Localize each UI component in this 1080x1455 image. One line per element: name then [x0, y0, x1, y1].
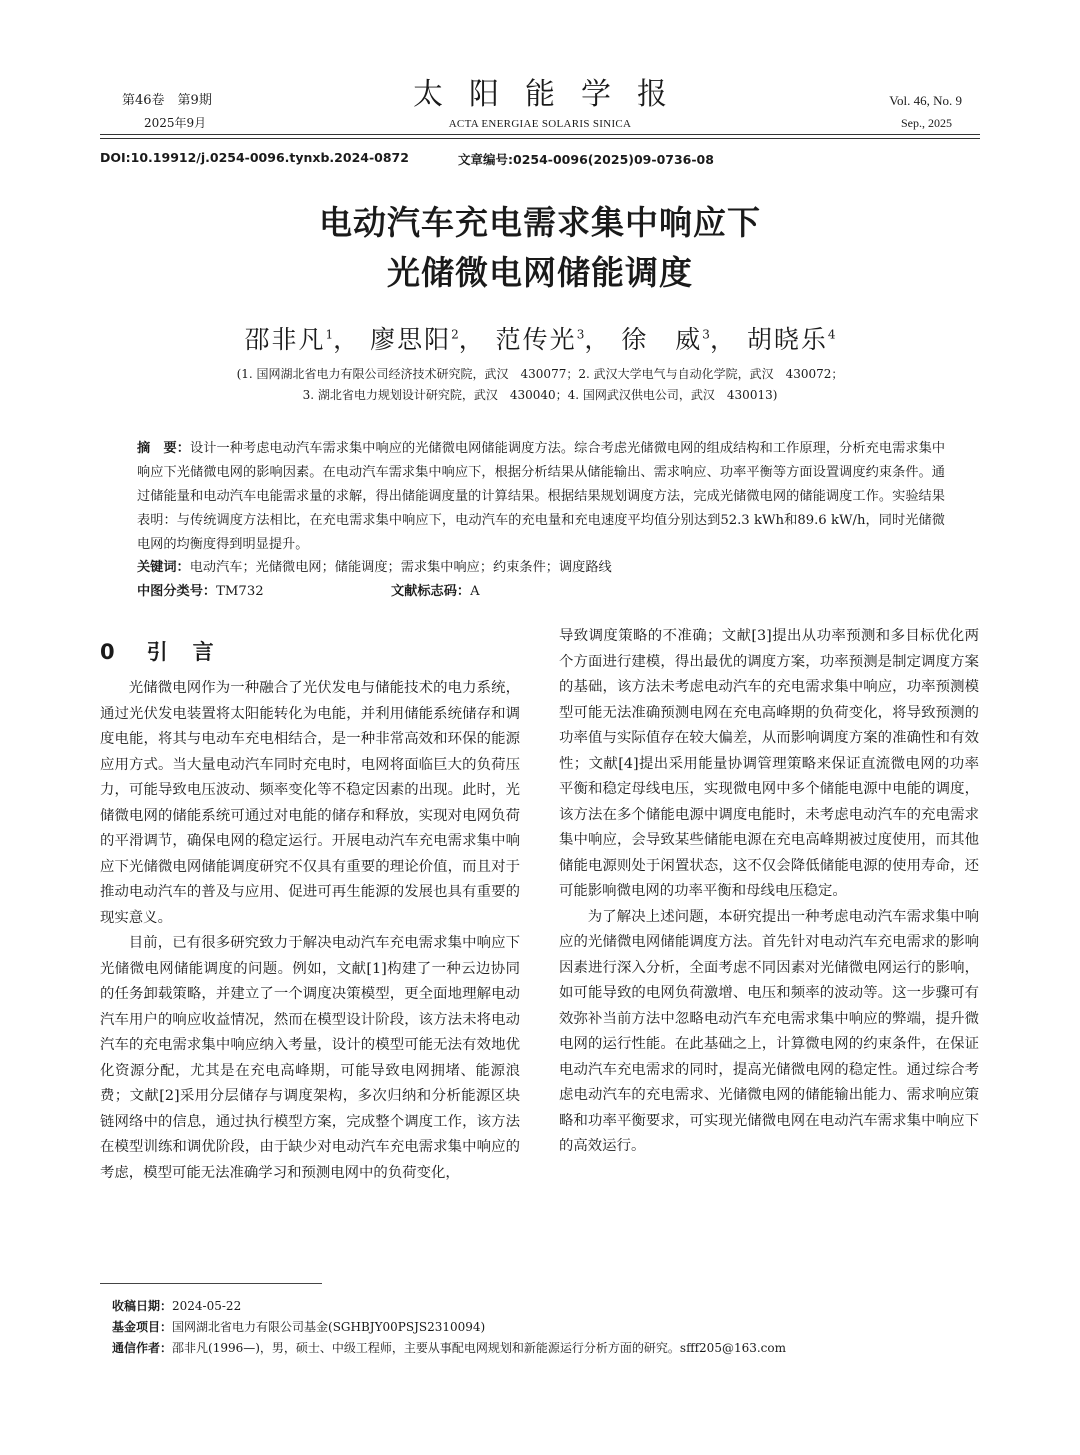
- author: 胡晓乐$^4$: [746, 325, 836, 354]
- body-column-left: [100, 676, 520, 1186]
- abstract-text: 设计一种考虑电动汽车需求集中响应的光储微电网储能调度方法。综合考虑光储微电网的组成结构和工作原理，分析充电需求集中响应下光储微电网的影响因素。在电动汽车需求集中响应下，根据分析结果从储能输出、需求响应、功率平衡等方面设置调度约束条件。通过储能量和电动汽车电能需求量的求解，得出储能调度量的计算结果。根据结果规划调度方法，完成光储微电网的储能调度工作。实验结果表明：与传统调度方法相比，在充电需求集中响应下，电动汽车的充电量和充电速度平均值分别达到52.3 kWh和89.6 kW/h，同时光储微电网的均衡度得到明显提升。: [137, 441, 946, 552]
- keywords-text: 电动汽车；光储微电网；储能调度；需求集中响应；约束条件；调度路线: [189, 560, 612, 575]
- affiliation-line-2: 3. 湖北省电力规划设计研究院，武汉 430040；4. 国网武汉供电公司，武汉 430013): [302, 388, 778, 402]
- keywords: [137, 556, 945, 580]
- affiliation-line-1: (1. 国网湖北省电力有限公司经济技术研究院，武汉 430077；2. 武汉大学电气与自动化学院，武汉 430072；: [236, 367, 844, 381]
- author: 廖思阳$^2$: [370, 325, 459, 354]
- volume-issue-cn: 第46卷 第9期: [122, 93, 212, 108]
- corresponding-author: 通信作者：邵非凡(1996—)，男，硕士、中级工程师，主要从事配电网规划和新能源运行分析方面的研究。sfff205@163.com: [112, 1341, 786, 1355]
- author: 邵非凡$^1$: [244, 325, 334, 354]
- body-column-right: [559, 624, 979, 1160]
- affiliations: [100, 364, 980, 406]
- doi[interactable]: DOI:10.19912/j.0254-0096.tynxb.2024-0872: [100, 150, 409, 165]
- section-heading: [100, 636, 216, 666]
- document-mark-label: 文献标志码：: [391, 584, 471, 599]
- paragraph: 为了解决上述问题，本研究提出一种考虑电动汽车需求集中响应的光储微电网储能调度方法。首先针对电动汽车充电需求的影响因素进行深入分析，全面考虑不同因素对光储微电网运行的影响，如可能导致的电网负荷激增、电压和频率的波动等。这一步骤可有效弥补当前方法中忽略电动汽车充电需求集中响应的弊端，提升微电网的运行性能。在此基础之上，计算微电网的约束条件，在保证电动汽车充电需求的同时，提高光储微电网的稳定性。通过综合考虑电动汽车的充电需求、光储微电网的储能输出能力、需求响应策略和功率平衡要求，可实现光储微电网在电动汽车需求集中响应下的高效运行。: [559, 908, 979, 1154]
- date-cn: 2025年9月: [144, 116, 207, 130]
- title-line-2: 光储微电网储能调度: [387, 253, 693, 292]
- footnote-rule: [100, 1283, 322, 1284]
- document-mark: [391, 580, 480, 604]
- header-rule-thick: [100, 134, 980, 135]
- date-en: Sep., 2025: [901, 116, 952, 130]
- section-number: 0: [100, 640, 117, 664]
- author: 范传光$^3$: [495, 325, 585, 354]
- paragraph: 目前，已有很多研究致力于解决电动汽车充电需求集中响应下光储微电网储能调度的问题。例如，文献[1]构建了一种云边协同的任务卸载策略，并建立了一个调度决策模型，更全面地理解电动汽车用户的响应收益情况，然而在模型设计阶段，该方法未将电动汽车的充电需求集中响应纳入考量，设计的模型可能无法有效地优化资源分配，尤其是在充电高峰期，可能导致电网拥堵、能源浪费；文献[2]采用分层储存与调度架构，多次归纳和分析能源区块链网络中的信息，通过执行模型方案，完成整个调度工作，该方法在模型训练和调优阶段，由于缺少对电动汽车充电需求集中响应的考虑，模型可能无法准确学习和预测电网中的负荷变化，: [100, 935, 520, 1181]
- title-line-1: 电动汽车充电需求集中响应下: [319, 203, 761, 242]
- paragraph: 导致调度策略的不准确；文献[3]提出从功率预测和多目标优化两个方面进行建模，得出最优的调度方案，功率预测是制定调度方案的基础，该方法未考虑电动汽车的充电需求集中响应，功率预测模型可能无法准确预测电网在充电高峰期的负荷变化，将导致预测的功率值与实际值存在较大偏差，从而影响调度方案的准确性和有效性；文献[4]提出采用能量协调管理策略来保证直流微电网的功率平衡和稳定母线电压，实现微电网中多个储能电源中电能的调度，该方法在多个储能电源中调度电能时，未考虑电动汽车的充电需求集中响应，会导致某些储能电源在充电高峰期被过度使用，而其他储能电源则处于闲置状态，这不仅会降低储能电源的使用寿命，还可能影响微电网的功率平衡和母线电压稳定。: [559, 628, 979, 899]
- paragraph: 光储微电网作为一种融合了光伏发电与储能技术的电力系统，通过光伏发电装置将太阳能转化为电能，并利用储能系统储存和调度电能，将其与电动车充电相结合，是一种非常高效和环保的能源应用方式。当大量电动汽车同时充电时，电网将面临巨大的负荷压力，可能导致电压波动、频率变化等不稳定因素的出现。此时，光储微电网的储能系统可通过对电能的储存和释放，实现对电网负荷的平滑调节，确保电网的稳定运行。开展电动汽车充电需求集中响应下光储微电网储能调度研究不仅具有重要的理论价值，而且对于推动电动汽车的普及与应用、促进可再生能源的发展也具有重要的现实意义。: [100, 680, 520, 926]
- fund-project: 基金项目：国网湖北省电力有限公司基金(SGHBJY00PSJS2310094): [112, 1320, 486, 1334]
- author-list: 邵非凡$^1$， 廖思阳$^2$， 范传光$^3$， 徐 威$^3$， 胡晓乐$^4$: [244, 325, 836, 354]
- header-right: [889, 90, 962, 134]
- abstract-label: 摘 要：: [137, 441, 190, 456]
- section-title: 引 言: [146, 640, 216, 664]
- received-date: 收稿日期：2024-05-22: [112, 1299, 242, 1313]
- author: 徐 威$^3$: [621, 325, 710, 354]
- classification-label: 中图分类号：: [137, 584, 217, 599]
- keywords-label: 关键词：: [137, 560, 190, 575]
- header-rule-thin: [100, 138, 980, 139]
- abstract: [137, 437, 945, 557]
- footnotes: [112, 1296, 972, 1359]
- journal-title-cn: 太阳能学报: [413, 77, 693, 112]
- classification-value: TM732: [216, 584, 264, 599]
- journal-title-en: ACTA ENERGIAE SOLARIS SINICA: [448, 118, 632, 130]
- article-number: 文章编号:0254-0096(2025)09-0736-08: [458, 152, 714, 167]
- classification: [137, 580, 264, 604]
- journal-header: [100, 78, 980, 140]
- volume-issue-en: Vol. 46, No. 9: [889, 93, 962, 108]
- header-center: [100, 78, 980, 130]
- document-mark-value: A: [470, 584, 480, 599]
- paper-title: [100, 198, 980, 298]
